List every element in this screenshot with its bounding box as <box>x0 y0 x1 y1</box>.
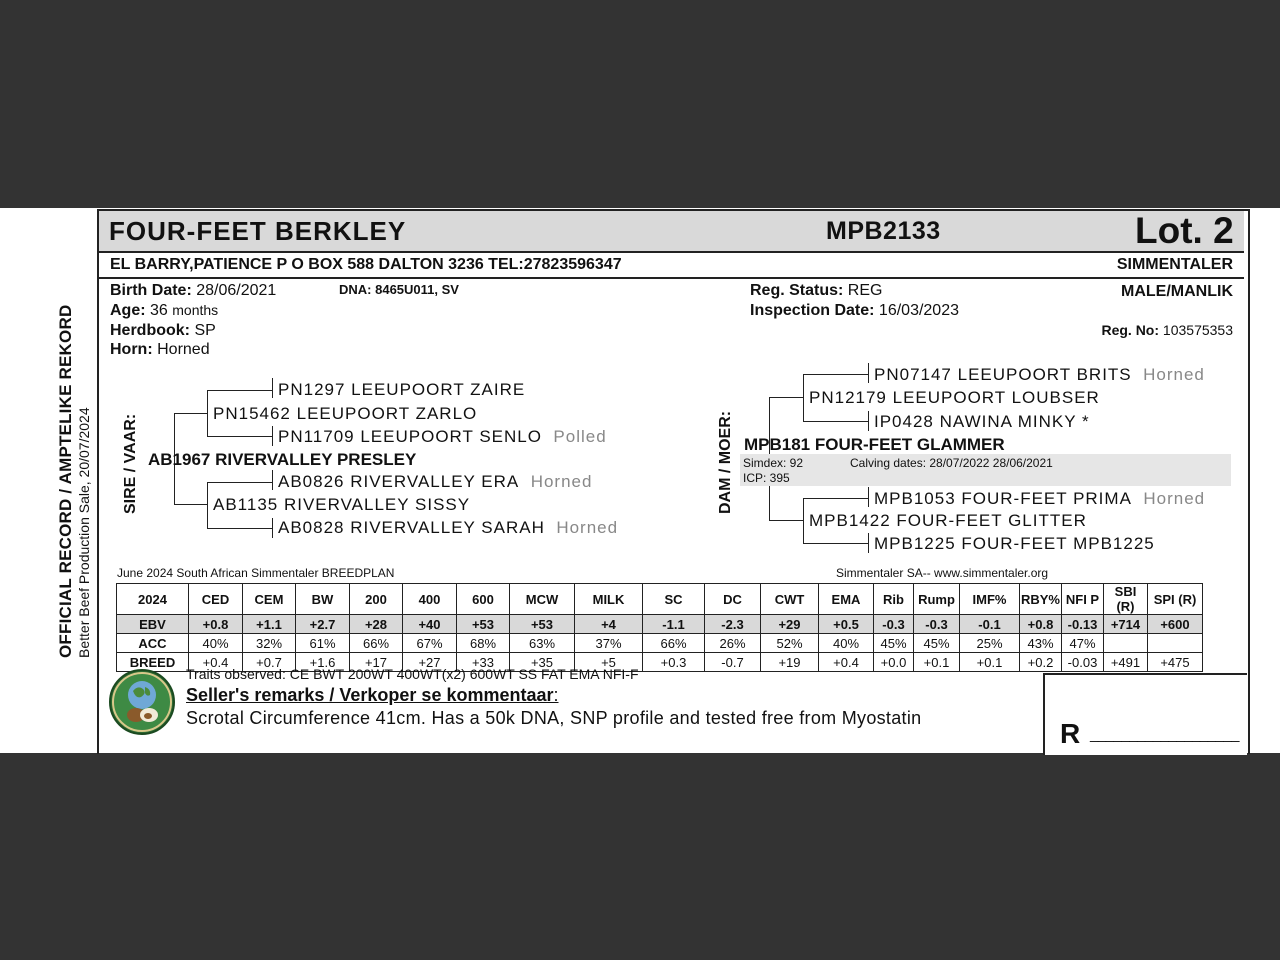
ebv-row <box>117 615 1203 634</box>
table-cell: 63% <box>510 634 575 653</box>
column-header: EMA <box>819 584 874 615</box>
sire-sire-sire: PN1297 LEEUPOORT ZAIRE <box>278 380 526 399</box>
column-header: CWT <box>761 584 819 615</box>
dam-sire-sire: PN07147 LEEUPOORT BRITS Horned <box>874 365 1205 384</box>
dam-dam: MPB1422 FOUR-FEET GLITTER <box>809 511 1087 530</box>
table-cell: 47% <box>1062 634 1104 653</box>
table-cell: 25% <box>960 634 1020 653</box>
table-cell: 66% <box>350 634 403 653</box>
table-cell: +5 <box>575 653 643 672</box>
table-cell: +28 <box>350 615 403 634</box>
table-cell: 68% <box>457 634 510 653</box>
table-cell: -0.03 <box>1062 653 1104 672</box>
herdbook: Herdbook: SP <box>110 322 216 339</box>
sire-dam-bottom <box>207 528 273 529</box>
table-cell: +0.4 <box>819 653 874 672</box>
tick-3 <box>272 470 273 490</box>
table-cell: +475 <box>1148 653 1203 672</box>
ebv-table <box>116 583 1203 672</box>
table-cell: -0.1 <box>960 615 1020 634</box>
table-cell <box>1104 634 1148 653</box>
table-cell: 43% <box>1020 634 1062 653</box>
table-cell: +0.0 <box>874 653 914 672</box>
header-bar <box>99 211 1244 253</box>
owner-bar <box>99 253 1244 279</box>
table-cell: +600 <box>1148 615 1203 634</box>
column-header: 2024 <box>117 584 189 615</box>
dam-sire: PN12179 LEEUPOORT LOUBSER <box>809 388 1100 407</box>
table-cell: +53 <box>457 615 510 634</box>
table-cell: -0.7 <box>705 653 761 672</box>
tick-7 <box>868 487 869 507</box>
dam-sire-dam: IP0428 NAWINA MINKY * <box>874 412 1090 431</box>
tick-8 <box>868 533 869 553</box>
remarks-text: Scrotal Circumference 41cm. Has a 50k DNA, SNP profile and tested free from Myostatin <box>186 708 922 728</box>
table-cell: +714 <box>1104 615 1148 634</box>
sire-sire: PN15462 LEEUPOORT ZARLO <box>213 404 478 423</box>
dna-info: DNA: 8465U011, SV <box>339 282 459 297</box>
birth-date: Birth Date: 28/06/2021 <box>110 282 277 299</box>
horn-status: Horn: Horned <box>110 341 210 358</box>
sex: MALE/MANLIK <box>1121 283 1233 300</box>
table-cell: +0.4 <box>189 653 243 672</box>
column-header: SPI (R) <box>1148 584 1203 615</box>
row-label: BREED <box>117 653 189 672</box>
tick-1 <box>272 378 273 398</box>
remarks-heading: Seller's remarks / Verkoper se kommentaar: <box>186 685 559 705</box>
tick-4 <box>272 518 273 538</box>
animal-id: MPB2133 <box>826 217 941 245</box>
dam-name: MPB181 FOUR-FEET GLAMMER <box>744 435 1005 454</box>
table-cell: +19 <box>761 653 819 672</box>
table-cell: 45% <box>914 634 960 653</box>
table-cell: 32% <box>243 634 296 653</box>
table-cell: 26% <box>705 634 761 653</box>
table-cell: 45% <box>874 634 914 653</box>
inspection-date: Inspection Date: 16/03/2023 <box>750 302 959 319</box>
column-header: SC <box>643 584 705 615</box>
dam-label: DAM / MOER: <box>717 410 734 514</box>
side-caption <box>56 198 96 658</box>
side-subtitle: Better Beef Production Sale, 20/07/2024 <box>76 407 92 658</box>
dam-branch-top <box>769 397 803 398</box>
price-box <box>1043 673 1247 755</box>
dam-sire-top <box>803 374 869 375</box>
table-cell: +0.8 <box>1020 615 1062 634</box>
table-cell: 40% <box>189 634 243 653</box>
traits-observed: Traits observed: CE BWT 200WT 400WT(x2) 600WT SS FAT EMA NFI-F <box>186 666 639 682</box>
sire-label: SIRE / VAAR: <box>122 413 139 514</box>
column-header: Rump <box>914 584 960 615</box>
price-blank: ___________________ <box>1090 726 1240 743</box>
table-cell <box>1148 634 1203 653</box>
table-cell: +0.3 <box>643 653 705 672</box>
ebv-header-row <box>117 584 1203 615</box>
table-cell: 66% <box>643 634 705 653</box>
sire-dam: AB1135 RIVERVALLEY SISSY <box>213 495 471 514</box>
tick-5 <box>868 363 869 383</box>
simmentaler-logo-icon <box>109 669 175 735</box>
column-header: BW <box>296 584 350 615</box>
table-cell: +0.1 <box>960 653 1020 672</box>
table-cell: +491 <box>1104 653 1148 672</box>
column-header: 200 <box>350 584 403 615</box>
table-cell: +35 <box>510 653 575 672</box>
sire-sire-dam: PN11709 LEEUPOORT SENLO Polled <box>278 427 607 446</box>
column-header: MCW <box>510 584 575 615</box>
column-header: CED <box>189 584 243 615</box>
table-cell: -0.3 <box>874 615 914 634</box>
breed-name: SIMMENTALER <box>1116 256 1233 273</box>
row-label: ACC <box>117 634 189 653</box>
dam-icp: ICP: 395 <box>743 471 790 485</box>
column-header: MILK <box>575 584 643 615</box>
lot-number: Lot. 2 <box>1135 210 1234 251</box>
owner-address: EL BARRY,PATIENCE P O BOX 588 DALTON 3236 TEL:27823596347 <box>110 256 622 273</box>
sire-dam-bracket <box>207 482 208 529</box>
dam-branch-bottom <box>769 520 803 521</box>
table-cell: +17 <box>350 653 403 672</box>
breedplan-caption: June 2024 South African Simmentaler BREEDPLAN <box>117 566 395 580</box>
reg-number: Reg. No: 103575353 <box>1101 322 1233 338</box>
side-title: OFFICIAL RECORD / AMPTELIKE REKORD <box>56 304 75 658</box>
sire-branch-bottom <box>174 504 208 505</box>
table-cell: +1.6 <box>296 653 350 672</box>
column-header: 600 <box>457 584 510 615</box>
dam-info-box <box>740 454 1231 486</box>
column-header: 400 <box>403 584 457 615</box>
table-cell: +1.1 <box>243 615 296 634</box>
table-cell: 52% <box>761 634 819 653</box>
table-cell: +27 <box>403 653 457 672</box>
table-cell: +29 <box>761 615 819 634</box>
column-header: SBI (R) <box>1104 584 1148 615</box>
sire-name: AB1967 RIVERVALLEY PRESLEY <box>148 450 417 469</box>
table-cell: -1.1 <box>643 615 705 634</box>
table-cell: +33 <box>457 653 510 672</box>
age: Age: 36 months <box>110 302 219 319</box>
dam-dam-sire: MPB1053 FOUR-FEET PRIMA Horned <box>874 489 1206 508</box>
table-cell: 61% <box>296 634 350 653</box>
column-header: NFI P <box>1062 584 1104 615</box>
table-cell: 40% <box>819 634 874 653</box>
table-cell: +0.8 <box>189 615 243 634</box>
sire-dam-top <box>207 482 273 483</box>
column-header: Rib <box>874 584 914 615</box>
table-cell: +0.5 <box>819 615 874 634</box>
tick-2 <box>272 426 273 446</box>
column-header: RBY% <box>1020 584 1062 615</box>
table-cell: +40 <box>403 615 457 634</box>
sire-dam-sire: AB0826 RIVERVALLEY ERA Horned <box>278 472 593 491</box>
dam-dam-bottom <box>803 543 869 544</box>
sire-branch-top <box>174 413 208 414</box>
table-cell: -2.3 <box>705 615 761 634</box>
table-cell: +4 <box>575 615 643 634</box>
column-header: DC <box>705 584 761 615</box>
sire-sire-bracket <box>207 390 208 437</box>
reg-status: Reg. Status: REG <box>750 282 883 299</box>
column-header: CEM <box>243 584 296 615</box>
dam-sire-bracket <box>803 374 804 422</box>
table-cell: +0.1 <box>914 653 960 672</box>
dam-dam-bracket <box>803 498 804 544</box>
table-cell: +2.7 <box>296 615 350 634</box>
dam-sire-bottom <box>803 421 869 422</box>
table-cell: -0.3 <box>914 615 960 634</box>
table-cell: 37% <box>575 634 643 653</box>
sire-sire-bottom <box>207 436 273 437</box>
website-caption: Simmentaler SA-- www.simmentaler.org <box>836 566 1049 580</box>
column-header: IMF% <box>960 584 1020 615</box>
animal-name: FOUR-FEET BERKLEY <box>109 216 407 246</box>
dam-dam-dam: MPB1225 FOUR-FEET MPB1225 <box>874 534 1155 553</box>
row-label: EBV <box>117 615 189 634</box>
dam-calving-dates: Calving dates: 28/07/2022 28/06/2021 <box>850 456 1053 470</box>
table-cell: 67% <box>403 634 457 653</box>
dam-dam-top <box>803 498 869 499</box>
table-cell: +0.2 <box>1020 653 1062 672</box>
dam-simdex: Simdex: 92 <box>743 456 804 470</box>
table-cell: +0.7 <box>243 653 296 672</box>
price-currency: R <box>1060 718 1081 749</box>
sire-sire-top <box>207 390 273 391</box>
sire-dam-dam: AB0828 RIVERVALLEY SARAH Horned <box>278 518 619 537</box>
acc-row <box>117 634 1203 653</box>
tick-6 <box>868 411 869 431</box>
table-cell: +53 <box>510 615 575 634</box>
table-cell: -0.13 <box>1062 615 1104 634</box>
